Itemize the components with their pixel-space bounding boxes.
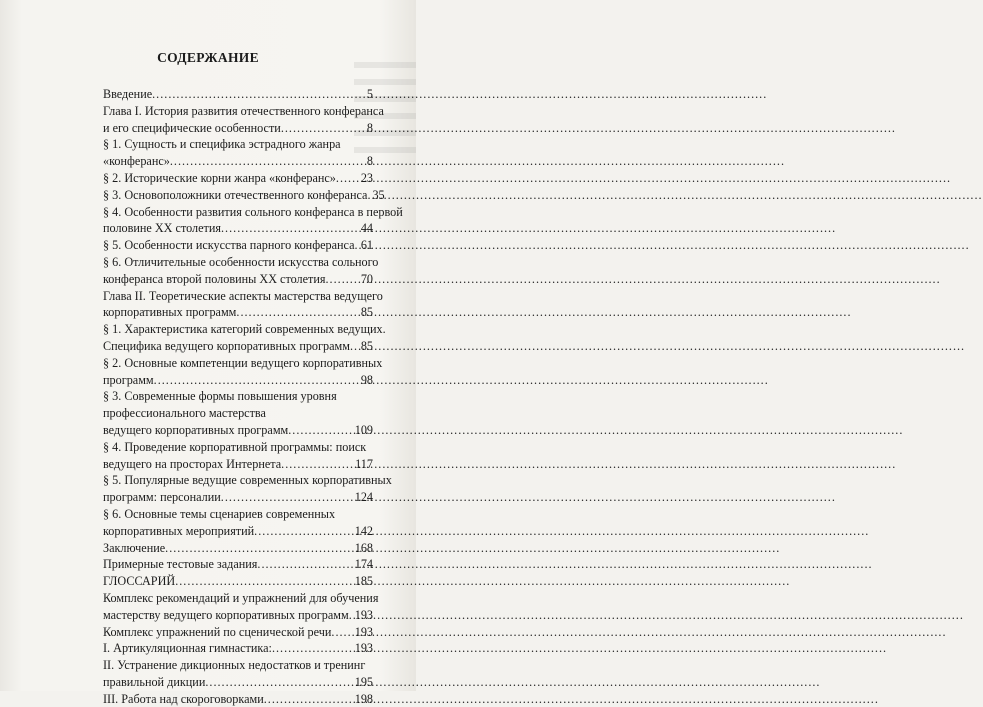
toc-page-number: 70 [360, 271, 373, 286]
toc-entry [103, 136, 373, 170]
toc-entry-text: I. Артикуляционная гимнастика: [103, 641, 272, 656]
toc-entry-text: ведущего корпоративных программ [103, 422, 289, 437]
toc-page-number: 174 [354, 557, 373, 572]
book-page [0, 0, 416, 706]
toc-entry [103, 288, 383, 322]
toc-entry-text: § 3. Основоположники отечественного конферанса [103, 187, 368, 202]
toc-page-number: 168 [354, 540, 373, 555]
dot-leader [257, 556, 353, 573]
toc-entry-last-line [103, 271, 373, 288]
toc-entry [103, 472, 392, 506]
toc-page-number: 23 [360, 170, 373, 185]
toc-page-number: 142 [354, 523, 373, 538]
toc-entry [103, 388, 373, 438]
toc-page-number: 124 [354, 490, 373, 505]
dot-leader [288, 422, 353, 439]
dot-leader [264, 691, 354, 707]
toc-entry-last-line [103, 489, 373, 506]
toc-page-number: 198 [354, 691, 373, 706]
dot-leader [326, 271, 360, 288]
toc-entry-last-line [103, 120, 373, 137]
toc-entry-text: ведущего на просторах Интернета [103, 456, 282, 471]
toc-entry [103, 540, 373, 557]
toc-entry-last-line [103, 170, 373, 187]
toc-entry-text: II. Устранение дикционных недостатков и тренинг [103, 658, 366, 673]
toc-entry-last-line [103, 523, 373, 540]
toc-entry-text: и его специфические особенности [103, 120, 281, 135]
toc-entry [103, 573, 373, 590]
dot-leader [336, 170, 360, 187]
toc-entry-text: § 4. Проведение корпоративной программы: поиск [103, 439, 367, 454]
toc-entry-last-line [103, 304, 373, 321]
toc-entry-text: Примерные тестовые задания [103, 557, 258, 572]
toc-entry [103, 691, 373, 707]
toc-entry-last-line [103, 556, 373, 573]
toc-entry-text: III. Работа над скороговорками [103, 691, 264, 706]
toc-page-number: 5 [366, 87, 373, 101]
toc-entry-text: корпоративных мероприятий [103, 523, 255, 538]
toc-entry [103, 321, 386, 355]
toc-entry-last-line [103, 573, 373, 590]
toc-entry-text: § 2. Исторические корни жанра «конферанс» [103, 170, 336, 185]
toc-entry-text: Глава II. Теоретические аспекты мастерства ведущего [103, 288, 383, 303]
toc-entry-text: Глава I. История развития отечественного конферанса [103, 103, 384, 118]
toc-entry-text: § 5. Популярные ведущие современных корпоративных [103, 473, 392, 488]
dot-leader [221, 489, 354, 506]
toc-entry-text: «конферанс» [103, 154, 170, 169]
dot-leader [272, 640, 354, 657]
toc-entry-last-line [103, 338, 373, 355]
toc-entry-last-line [103, 607, 373, 624]
dot-leader [254, 523, 354, 540]
dot-leader [205, 674, 353, 691]
toc-entry-last-line [103, 220, 373, 237]
toc-page-number: 193 [354, 624, 373, 639]
toc-entry-text: Специфика ведущего корпоративных программ [103, 338, 350, 353]
toc-entry [103, 103, 384, 137]
toc-entry-text: § 3. Современные формы повышения уровня [103, 389, 337, 404]
toc-entry-last-line [103, 624, 373, 641]
toc-entry-last-line [103, 237, 373, 254]
toc-entry-text: Введение [103, 87, 153, 101]
toc-entry-last-line [103, 640, 373, 657]
dot-leader [331, 624, 353, 641]
toc-entry-last-line [103, 422, 373, 439]
toc-entry [103, 237, 373, 254]
dot-leader [152, 86, 366, 103]
toc-entry [103, 556, 373, 573]
toc-entry-text: § 1. Характеристика категорий современных ведущих. [103, 322, 386, 337]
dot-leader [281, 456, 354, 473]
toc-entry-text: корпоративных программ [103, 305, 237, 320]
toc-entry-last-line [103, 540, 373, 557]
toc-entry [103, 439, 373, 473]
dot-leader [170, 153, 366, 170]
toc-page-number: 185 [354, 574, 373, 589]
toc-page-number: 98 [360, 372, 373, 387]
table-of-contents [103, 86, 403, 707]
toc-entry-text: Комплекс упражнений по сценической речи [103, 624, 332, 639]
toc-page-number: 35 [372, 187, 385, 202]
toc-entry-text: § 5. Особенности искусства парного конферанса [103, 238, 355, 253]
toc-entry-last-line [103, 86, 373, 103]
toc-page-number: 195 [354, 674, 373, 689]
page-title: СОДЕРЖАНИЕ [157, 50, 259, 65]
toc-entry-last-line [103, 456, 373, 473]
toc-page-number: 8 [366, 154, 373, 169]
toc-entry-text: § 6. Отличительные особенности искусства сольного [103, 254, 379, 269]
toc-entry [103, 170, 373, 187]
toc-page-number: 44 [360, 221, 373, 236]
toc-page-number: 109 [354, 422, 373, 437]
show-through-line [354, 79, 416, 85]
toc-entry-last-line [103, 691, 373, 707]
dot-leader [154, 372, 360, 389]
toc-entry-text: Заключение [103, 540, 166, 555]
toc-entry [103, 506, 373, 540]
dot-leader [175, 573, 354, 590]
toc-entry-text: программ: персоналии [103, 490, 221, 505]
toc-entry [103, 590, 379, 624]
toc-page-number: 61 [360, 238, 373, 253]
toc-entry [103, 187, 385, 204]
toc-entry [103, 640, 373, 657]
toc-page-number: 193 [354, 641, 373, 656]
dot-leader [236, 304, 359, 321]
toc-entry [103, 86, 373, 103]
toc-entry-text: § 6. Основные темы сценариев современных [103, 506, 336, 521]
toc-entry-last-line [103, 674, 373, 691]
toc-entry-text: Комплекс рекомендаций и упражнений для обучения [103, 590, 379, 605]
toc-page-number: 8 [366, 120, 373, 135]
toc-entry-text: программ [103, 372, 154, 387]
toc-entry [103, 254, 379, 288]
dot-leader [221, 220, 360, 237]
toc-entry [103, 657, 373, 691]
toc-entry-text: § 4. Особенности развития сольного конферанса в первой [103, 204, 403, 219]
toc-page-number: 85 [360, 338, 373, 353]
toc-entry [103, 624, 373, 641]
toc-entry-text: § 1. Сущность и специфика эстрадного жанра [103, 137, 341, 152]
toc-entry [103, 355, 383, 389]
toc-page-number: 117 [355, 456, 373, 471]
toc-page-number: 193 [354, 607, 373, 622]
toc-entry-last-line [103, 372, 373, 389]
toc-entry-text: § 2. Основные компетенции ведущего корпоративных [103, 355, 383, 370]
toc-entry-text: профессионального мастерства [103, 406, 266, 421]
dot-leader [350, 338, 360, 355]
toc-entry-text: половине ХХ столетия [103, 221, 221, 236]
dot-leader [165, 540, 354, 557]
toc-entry-last-line [103, 153, 373, 170]
toc-entry-last-line [103, 187, 385, 204]
dot-leader [281, 120, 366, 137]
toc-entry-text: конферанса второй половины ХХ столетия [103, 271, 326, 286]
toc-entry-text: правильной дикции [103, 674, 206, 689]
toc-entry-text: ГЛОССАРИЙ [103, 574, 176, 589]
toc-entry [103, 204, 403, 238]
toc-entry-text: мастерству ведущего корпоративных программ [103, 607, 349, 622]
toc-page-number: 85 [360, 305, 373, 320]
